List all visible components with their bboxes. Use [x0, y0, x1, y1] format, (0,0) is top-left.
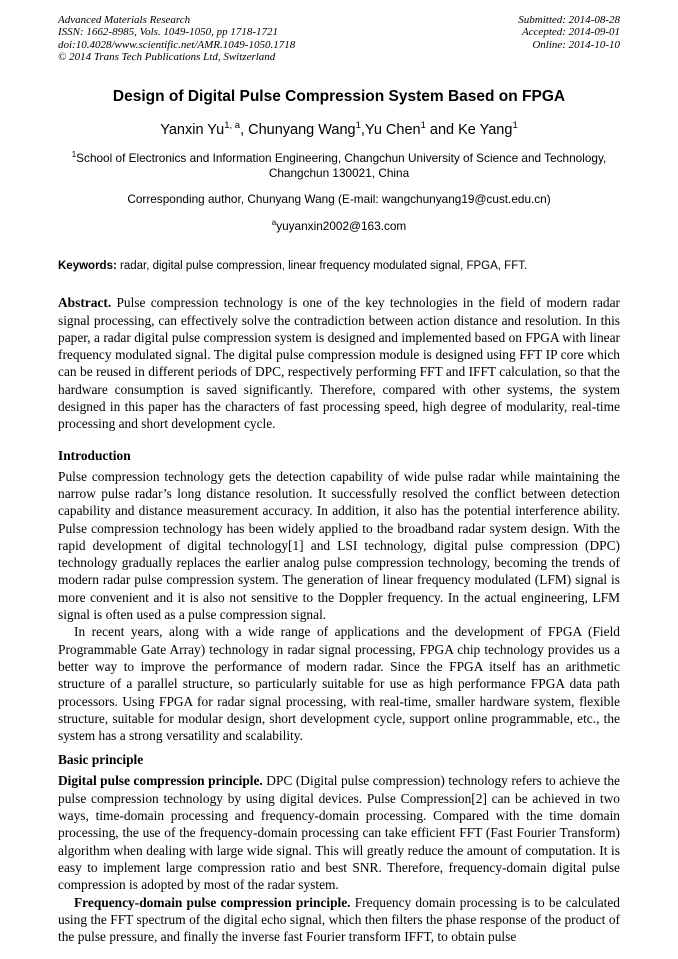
submission-dates [518, 14, 620, 51]
journal-copyright-line: © 2014 Trans Tech Publications Ltd, Switzerland [58, 51, 276, 64]
frequency-domain-lead: Frequency-domain pulse compression principle. [74, 894, 351, 910]
affiliation-superscript: 1 [71, 150, 77, 160]
journal-info [58, 14, 295, 64]
page-header [58, 14, 620, 64]
introduction-paragraph-2: In recent years, along with a wide range of applications and the development of FPGA (Field Programmable Gate Array) technology in radar signal processing, FPGA chip technology provides us a better way to improve the performance of modern radar. Since the FPGA itself has an arithmetic structure of a parallel structure, so particularly suitable for use as high performance FPGA data path processors. Using FPGA for radar signal processing, with real-time, smaller hardware system, flexible structure, suitable for modular design, short development cycle, support online programmable, etc., the system has a strong versatility and scalability. [58, 624, 620, 744]
section-heading-basic-principle: Basic principle [58, 752, 144, 768]
author-3: ,Yu Chen [360, 121, 421, 138]
digital-pulse-lead: Digital pulse compression principle. [58, 773, 263, 789]
author-4: and Ke Yang [425, 121, 513, 138]
online-date: Online: 2014-10-10 [532, 38, 620, 51]
author-4-superscript: 1 [512, 119, 518, 131]
author-1: Yanxin Yu [160, 121, 225, 138]
journal-name: Advanced Materials Research [58, 14, 191, 26]
journal-issn-line: ISSN: 1662-8985, Vols. 1049-1050, pp 1718-1721 [58, 26, 278, 39]
email-superscript: a [271, 218, 277, 228]
abstract-lead: Abstract. [58, 295, 112, 311]
introduction-paragraph-1: Pulse compression technology gets the detection capability of wide pulse radar while maintaining the narrow pulse radar’s long distance resolution. It successfully resolved the conflict between detection capability and distance measurement accuracy. In addition, it also has the potential interference ability. Pulse compression technology has been widely applied to the broadband radar system design. With the rapid development of digital technology[1] and LSI technology, digital pulse compression (DPC) technology gradually replaces the earlier analog pulse compression technology, becoming the trends of modern radar pulse compression system. The generation of linear frequency modulated (LFM) signal is more convenient and it is also not sensitive to the Doppler frequency. In the actual engineering, LFM signal is often used as a pulse compression signal. [58, 468, 620, 623]
digital-pulse-text: DPC (Digital pulse compression) technology refers to achieve the pulse compression technology by using digital devices. Pulse Compression[2] can be achieved in two ways, time-domain processing and frequency-domain processing. Compared with the time domain processing, the use of the frequency-domain processing can take efficient FFT (Fast Fourier Transform) algorithm when dealing with large wide signal. This will greatly reduce the amount of computation. It is easy to implement large compression ratio and best SNR. Therefore, frequency-domain digital pulse compression is adopted by most of the radar system. [58, 773, 620, 893]
section-heading-introduction: Introduction [58, 447, 131, 463]
journal-doi-line: doi:10.4028/www.scientific.net/AMR.1049-1050.1718 [58, 38, 296, 51]
keywords-line [58, 259, 620, 273]
frequency-domain-paragraph [58, 894, 620, 946]
abstract-paragraph [58, 294, 620, 432]
accepted-date: Accepted: 2014-09-01 [521, 26, 620, 39]
paper-title: Design of Digital Pulse Compression System Based on FPGA [112, 87, 566, 105]
digital-pulse-compression-paragraph [58, 772, 620, 893]
authors-line [58, 117, 620, 139]
corresponding-author-line: Corresponding author, Chunyang Wang (E-mail: wangchunyang19@cust.edu.cn) [127, 192, 551, 207]
abstract-text: Pulse compression technology is one of the key technologies in the field of modern radar signal processing, can effectively solve the contradiction between action distance and resolution. In this paper, a radar digital pulse compression system is designed and implemented based on FPGA with linear frequency modulated signal. The digital pulse compression module is designed using FFT IP core which can be reused in different periods of DPC, respectively performing FFT and IFFT calculation, so that the hardware consumption is saved significantly. Therefore, compared with other systems, the system designed in this paper has the characters of fast processing speed, high degree of modularity, real-time processing and short development cycle. [58, 295, 620, 432]
keywords-label: Keywords: [58, 260, 117, 273]
author-email-line [58, 215, 620, 234]
author-3-superscript: 1 [420, 119, 426, 131]
keywords-text: radar, digital pulse compression, linear frequency modulated signal, FPGA, FFT. [120, 260, 528, 273]
email-text: yuyanxin2002@163.com [276, 219, 407, 234]
author-2-superscript: 1 [355, 119, 361, 131]
author-1-superscript: 1, a [224, 119, 241, 131]
author-2: , Chunyang Wang [240, 121, 356, 138]
affiliation [58, 147, 620, 181]
submitted-date: Submitted: 2014-08-28 [518, 14, 620, 26]
affiliation-text: School of Electronics and Information Engineering, Changchun University of Science and Technology, Changchun 130021, China [76, 151, 607, 181]
frequency-domain-text: Frequency domain processing is to be calculated using the FFT spectrum of the digital echo signal, which then filters the phase response of the product of the pulse pressure, and finally the inverse fast Fourier transform IFFT, to obtain pulse [58, 894, 620, 945]
